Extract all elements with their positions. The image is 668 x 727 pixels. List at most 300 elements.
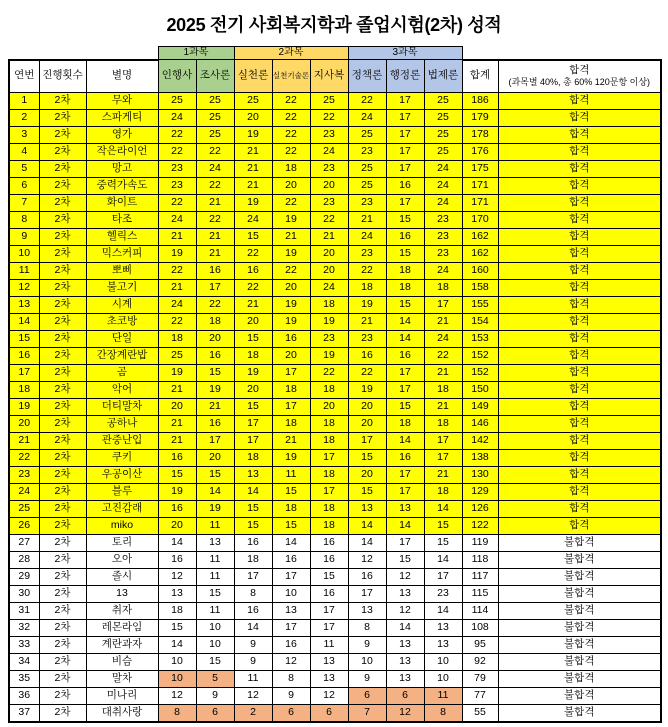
cell-score-silcheonron: 17 <box>234 432 272 449</box>
table-row <box>9 602 661 619</box>
cell-score-haengjeongron: 17 <box>386 534 424 551</box>
cell-score-josaron: 11 <box>196 568 234 585</box>
cell-score-silcheonron: 16 <box>234 534 272 551</box>
cell-score-inhaengsa: 24 <box>158 211 196 228</box>
cell-score-inhaengsa: 14 <box>158 636 196 653</box>
column-header-row <box>9 60 661 93</box>
cell-score-inhaengsa: 16 <box>158 551 196 568</box>
cell-score-jeongchaekron: 21 <box>348 313 386 330</box>
cell-nickname: 중력가속도 <box>86 177 158 194</box>
cell-nickname: miko <box>86 517 158 534</box>
cell-nickname: 공하나 <box>86 415 158 432</box>
cell-nickname: 우공이산 <box>86 466 158 483</box>
col-header-no: 연번 <box>9 60 39 93</box>
cell-score-silcheonron: 12 <box>234 687 272 704</box>
cell-score-silcheonron: 20 <box>234 109 272 126</box>
cell-score-josaron: 9 <box>196 687 234 704</box>
cell-attempt: 2차 <box>39 568 86 585</box>
cell-score-silcheonron: 17 <box>234 415 272 432</box>
cell-score-jisabok: 20 <box>310 177 348 194</box>
cell-score-josaron: 10 <box>196 636 234 653</box>
cell-score-jeongchaekron: 24 <box>348 109 386 126</box>
col-header-attempt: 진행횟수 <box>39 60 86 93</box>
cell-score-haengjeongron: 13 <box>386 670 424 687</box>
cell-score-inhaengsa: 13 <box>158 585 196 602</box>
cell-result: 합격 <box>498 500 661 517</box>
cell-result: 합격 <box>498 160 661 177</box>
cell-score-beopjeron: 13 <box>424 636 462 653</box>
cell-score-haengjeongron: 16 <box>386 449 424 466</box>
cell-score-haengjeongron: 15 <box>386 398 424 415</box>
cell-score-josaron: 10 <box>196 619 234 636</box>
cell-attempt: 2차 <box>39 228 86 245</box>
cell-score-josaron: 21 <box>196 245 234 262</box>
cell-score-silcheongisulron: 18 <box>272 160 310 177</box>
cell-score-inhaengsa: 25 <box>158 347 196 364</box>
table-row <box>9 126 661 143</box>
table-row <box>9 245 661 262</box>
cell-result: 합격 <box>498 228 661 245</box>
cell-total: 92 <box>462 653 498 670</box>
cell-score-josaron: 25 <box>196 126 234 143</box>
cell-total: 115 <box>462 585 498 602</box>
cell-score-haengjeongron: 16 <box>386 177 424 194</box>
cell-score-jeongchaekron: 21 <box>348 211 386 228</box>
cell-score-haengjeongron: 17 <box>386 466 424 483</box>
table-row <box>9 483 661 500</box>
cell-total: 152 <box>462 364 498 381</box>
cell-score-josaron: 25 <box>196 92 234 109</box>
cell-total: 171 <box>462 194 498 211</box>
cell-score-beopjeron: 24 <box>424 160 462 177</box>
cell-score-josaron: 21 <box>196 194 234 211</box>
cell-score-jisabok: 23 <box>310 126 348 143</box>
cell-score-silcheonron: 8 <box>234 585 272 602</box>
cell-score-jeongchaekron: 20 <box>348 415 386 432</box>
cell-score-jeongchaekron: 17 <box>348 432 386 449</box>
cell-attempt: 2차 <box>39 687 86 704</box>
cell-no: 34 <box>9 653 39 670</box>
cell-score-beopjeron: 17 <box>424 432 462 449</box>
cell-no: 30 <box>9 585 39 602</box>
cell-score-beopjeron: 17 <box>424 449 462 466</box>
cell-score-jisabok: 18 <box>310 466 348 483</box>
cell-result: 불합격 <box>498 687 661 704</box>
cell-score-inhaengsa: 15 <box>158 466 196 483</box>
cell-result: 합격 <box>498 296 661 313</box>
cell-no: 23 <box>9 466 39 483</box>
cell-total: 160 <box>462 262 498 279</box>
cell-score-beopjeron: 21 <box>424 313 462 330</box>
cell-result: 합격 <box>498 143 661 160</box>
col-header-jeongchaekron: 정책론 <box>348 60 386 93</box>
cell-nickname: 취자 <box>86 602 158 619</box>
cell-score-josaron: 11 <box>196 602 234 619</box>
cell-score-josaron: 14 <box>196 483 234 500</box>
cell-score-haengjeongron: 15 <box>386 245 424 262</box>
exam-results-table <box>8 46 662 723</box>
cell-attempt: 2차 <box>39 398 86 415</box>
cell-score-beopjeron: 25 <box>424 126 462 143</box>
cell-attempt: 2차 <box>39 483 86 500</box>
cell-score-silcheonron: 14 <box>234 619 272 636</box>
cell-score-haengjeongron: 14 <box>386 619 424 636</box>
cell-attempt: 2차 <box>39 347 86 364</box>
cell-score-beopjeron: 11 <box>424 687 462 704</box>
table-row <box>9 653 661 670</box>
table-row <box>9 364 661 381</box>
cell-score-josaron: 20 <box>196 449 234 466</box>
cell-nickname: 오아 <box>86 551 158 568</box>
cell-nickname: 더티말차 <box>86 398 158 415</box>
table-row <box>9 517 661 534</box>
cell-score-inhaengsa: 21 <box>158 279 196 296</box>
cell-result: 합격 <box>498 432 661 449</box>
cell-attempt: 2차 <box>39 466 86 483</box>
cell-nickname: 무와 <box>86 92 158 109</box>
col-header-silcheonron: 실천론 <box>234 60 272 93</box>
table-row <box>9 228 661 245</box>
cell-score-jeongchaekron: 23 <box>348 194 386 211</box>
cell-attempt: 2차 <box>39 262 86 279</box>
cell-score-silcheongisulron: 22 <box>272 92 310 109</box>
cell-total: 154 <box>462 313 498 330</box>
cell-score-jisabok: 19 <box>310 347 348 364</box>
cell-score-haengjeongron: 12 <box>386 602 424 619</box>
cell-attempt: 2차 <box>39 619 86 636</box>
cell-result: 합격 <box>498 449 661 466</box>
cell-score-haengjeongron: 13 <box>386 500 424 517</box>
cell-attempt: 2차 <box>39 653 86 670</box>
col-header-total: 합계 <box>462 60 498 93</box>
cell-nickname: 블루 <box>86 483 158 500</box>
table-row <box>9 449 661 466</box>
cell-score-jeongchaekron: 24 <box>348 228 386 245</box>
group-header-subject2: 2과목 <box>234 47 348 60</box>
col-header-jisabok: 지사복 <box>310 60 348 93</box>
cell-nickname: 고진감래 <box>86 500 158 517</box>
cell-result: 합격 <box>498 262 661 279</box>
cell-score-silcheongisulron: 12 <box>272 653 310 670</box>
cell-result: 합격 <box>498 381 661 398</box>
cell-score-beopjeron: 23 <box>424 245 462 262</box>
cell-no: 29 <box>9 568 39 585</box>
cell-score-beopjeron: 10 <box>424 653 462 670</box>
cell-score-jisabok: 18 <box>310 432 348 449</box>
cell-score-jeongchaekron: 15 <box>348 449 386 466</box>
cell-score-jeongchaekron: 7 <box>348 704 386 722</box>
cell-total: 171 <box>462 177 498 194</box>
cell-score-inhaengsa: 10 <box>158 670 196 687</box>
cell-score-inhaengsa: 25 <box>158 92 196 109</box>
table-row <box>9 500 661 517</box>
cell-score-josaron: 15 <box>196 585 234 602</box>
cell-score-haengjeongron: 14 <box>386 517 424 534</box>
cell-score-beopjeron: 15 <box>424 517 462 534</box>
cell-score-inhaengsa: 22 <box>158 143 196 160</box>
cell-score-josaron: 17 <box>196 432 234 449</box>
cell-score-inhaengsa: 19 <box>158 364 196 381</box>
cell-score-jisabok: 20 <box>310 398 348 415</box>
cell-score-silcheongisulron: 18 <box>272 500 310 517</box>
cell-total: 176 <box>462 143 498 160</box>
cell-no: 28 <box>9 551 39 568</box>
cell-score-silcheonron: 20 <box>234 313 272 330</box>
cell-result: 합격 <box>498 109 661 126</box>
table-row <box>9 160 661 177</box>
cell-no: 3 <box>9 126 39 143</box>
cell-score-silcheongisulron: 20 <box>272 279 310 296</box>
cell-score-beopjeron: 17 <box>424 568 462 585</box>
cell-nickname: 헬릭스 <box>86 228 158 245</box>
table-row <box>9 551 661 568</box>
col-header-nickname: 별명 <box>86 60 158 93</box>
cell-no: 24 <box>9 483 39 500</box>
cell-score-jisabok: 13 <box>310 653 348 670</box>
cell-score-inhaengsa: 22 <box>158 194 196 211</box>
cell-result: 불합격 <box>498 568 661 585</box>
group-header-spacer-left <box>9 47 158 60</box>
cell-attempt: 2차 <box>39 602 86 619</box>
cell-score-jisabok: 22 <box>310 364 348 381</box>
table-row <box>9 619 661 636</box>
cell-score-silcheongisulron: 19 <box>272 449 310 466</box>
cell-total: 152 <box>462 347 498 364</box>
cell-no: 7 <box>9 194 39 211</box>
table-row <box>9 585 661 602</box>
cell-score-jisabok: 20 <box>310 262 348 279</box>
cell-score-josaron: 19 <box>196 500 234 517</box>
table-row <box>9 415 661 432</box>
cell-score-silcheonron: 21 <box>234 296 272 313</box>
cell-attempt: 2차 <box>39 296 86 313</box>
group-header-subject1: 1과목 <box>158 47 234 60</box>
cell-attempt: 2차 <box>39 415 86 432</box>
cell-result: 합격 <box>498 364 661 381</box>
cell-score-jisabok: 17 <box>310 619 348 636</box>
cell-no: 31 <box>9 602 39 619</box>
cell-result: 불합격 <box>498 534 661 551</box>
cell-attempt: 2차 <box>39 194 86 211</box>
cell-result: 불합격 <box>498 619 661 636</box>
cell-attempt: 2차 <box>39 143 86 160</box>
cell-total: 122 <box>462 517 498 534</box>
cell-score-silcheonron: 22 <box>234 279 272 296</box>
cell-score-haengjeongron: 13 <box>386 585 424 602</box>
cell-score-jeongchaekron: 23 <box>348 143 386 160</box>
cell-total: 79 <box>462 670 498 687</box>
cell-score-jisabok: 21 <box>310 228 348 245</box>
cell-nickname: 대취사랑 <box>86 704 158 722</box>
cell-no: 8 <box>9 211 39 228</box>
cell-score-beopjeron: 23 <box>424 211 462 228</box>
cell-score-silcheongisulron: 22 <box>272 109 310 126</box>
cell-score-beopjeron: 18 <box>424 279 462 296</box>
cell-total: 155 <box>462 296 498 313</box>
cell-no: 2 <box>9 109 39 126</box>
cell-result: 합격 <box>498 279 661 296</box>
cell-nickname: 토리 <box>86 534 158 551</box>
cell-score-beopjeron: 10 <box>424 670 462 687</box>
page-title: 2025 전기 사회복지학과 졸업시험(2차) 성적 <box>166 15 502 35</box>
cell-score-beopjeron: 24 <box>424 330 462 347</box>
cell-result: 합격 <box>498 177 661 194</box>
cell-score-beopjeron: 24 <box>424 262 462 279</box>
cell-total: 138 <box>462 449 498 466</box>
cell-total: 150 <box>462 381 498 398</box>
cell-score-jeongchaekron: 18 <box>348 279 386 296</box>
cell-score-beopjeron: 18 <box>424 381 462 398</box>
cell-score-silcheongisulron: 19 <box>272 296 310 313</box>
cell-result: 합격 <box>498 313 661 330</box>
cell-nickname: 졸시 <box>86 568 158 585</box>
cell-result: 합격 <box>498 483 661 500</box>
cell-attempt: 2차 <box>39 670 86 687</box>
cell-total: 179 <box>462 109 498 126</box>
cell-score-haengjeongron: 14 <box>386 313 424 330</box>
cell-score-jisabok: 18 <box>310 500 348 517</box>
cell-score-haengjeongron: 15 <box>386 551 424 568</box>
cell-score-josaron: 19 <box>196 381 234 398</box>
cell-score-jisabok: 16 <box>310 534 348 551</box>
cell-score-jisabok: 17 <box>310 602 348 619</box>
cell-total: 118 <box>462 551 498 568</box>
cell-score-beopjeron: 18 <box>424 415 462 432</box>
cell-no: 20 <box>9 415 39 432</box>
cell-result: 합격 <box>498 211 661 228</box>
cell-attempt: 2차 <box>39 330 86 347</box>
cell-attempt: 2차 <box>39 364 86 381</box>
cell-total: 117 <box>462 568 498 585</box>
cell-no: 16 <box>9 347 39 364</box>
cell-score-silcheongisulron: 22 <box>272 126 310 143</box>
cell-total: 162 <box>462 245 498 262</box>
cell-score-jisabok: 23 <box>310 330 348 347</box>
cell-score-inhaengsa: 14 <box>158 534 196 551</box>
cell-attempt: 2차 <box>39 313 86 330</box>
cell-score-silcheonron: 15 <box>234 500 272 517</box>
table-row <box>9 670 661 687</box>
cell-score-inhaengsa: 22 <box>158 126 196 143</box>
cell-nickname: 뽀삐 <box>86 262 158 279</box>
cell-score-inhaengsa: 21 <box>158 228 196 245</box>
group-header-subject3: 3과목 <box>348 47 462 60</box>
cell-score-josaron: 22 <box>196 143 234 160</box>
cell-score-jisabok: 18 <box>310 381 348 398</box>
cell-total: 55 <box>462 704 498 722</box>
cell-score-haengjeongron: 17 <box>386 160 424 177</box>
cell-score-beopjeron: 24 <box>424 194 462 211</box>
cell-score-silcheonron: 18 <box>234 551 272 568</box>
cell-score-silcheongisulron: 17 <box>272 398 310 415</box>
cell-score-haengjeongron: 17 <box>386 109 424 126</box>
cell-result: 불합격 <box>498 653 661 670</box>
cell-score-inhaengsa: 24 <box>158 109 196 126</box>
cell-score-inhaengsa: 18 <box>158 330 196 347</box>
cell-score-silcheonron: 15 <box>234 517 272 534</box>
table-row <box>9 534 661 551</box>
cell-result: 불합격 <box>498 670 661 687</box>
cell-score-silcheongisulron: 8 <box>272 670 310 687</box>
cell-score-inhaengsa: 22 <box>158 262 196 279</box>
cell-score-jisabok: 25 <box>310 92 348 109</box>
cell-attempt: 2차 <box>39 636 86 653</box>
table-row <box>9 109 661 126</box>
cell-score-jisabok: 6 <box>310 704 348 722</box>
cell-total: 108 <box>462 619 498 636</box>
table-row <box>9 313 661 330</box>
cell-attempt: 2차 <box>39 177 86 194</box>
cell-score-jisabok: 23 <box>310 194 348 211</box>
table-row <box>9 466 661 483</box>
cell-score-haengjeongron: 16 <box>386 228 424 245</box>
cell-score-jisabok: 19 <box>310 313 348 330</box>
cell-score-silcheongisulron: 22 <box>272 194 310 211</box>
cell-score-beopjeron: 22 <box>424 347 462 364</box>
cell-score-beopjeron: 8 <box>424 704 462 722</box>
cell-no: 33 <box>9 636 39 653</box>
cell-score-jisabok: 18 <box>310 517 348 534</box>
cell-score-beopjeron: 25 <box>424 92 462 109</box>
cell-nickname: 쿠키 <box>86 449 158 466</box>
cell-score-josaron: 22 <box>196 296 234 313</box>
cell-score-silcheonron: 18 <box>234 449 272 466</box>
cell-attempt: 2차 <box>39 381 86 398</box>
cell-score-silcheongisulron: 15 <box>272 483 310 500</box>
cell-score-josaron: 13 <box>196 534 234 551</box>
cell-score-haengjeongron: 14 <box>386 330 424 347</box>
cell-no: 32 <box>9 619 39 636</box>
cell-nickname: 악어 <box>86 381 158 398</box>
results-tbody <box>9 92 661 722</box>
cell-score-haengjeongron: 15 <box>386 211 424 228</box>
cell-score-haengjeongron: 17 <box>386 483 424 500</box>
cell-no: 19 <box>9 398 39 415</box>
cell-score-jisabok: 11 <box>310 636 348 653</box>
cell-total: 119 <box>462 534 498 551</box>
cell-score-silcheonron: 9 <box>234 653 272 670</box>
cell-total: 158 <box>462 279 498 296</box>
cell-score-silcheonron: 21 <box>234 143 272 160</box>
col-header-inhaengsa: 인행사 <box>158 60 196 93</box>
cell-no: 22 <box>9 449 39 466</box>
cell-score-silcheongisulron: 17 <box>272 568 310 585</box>
cell-attempt: 2차 <box>39 109 86 126</box>
cell-score-josaron: 15 <box>196 653 234 670</box>
cell-nickname: 레몬라임 <box>86 619 158 636</box>
col-header-result <box>498 60 661 93</box>
cell-nickname: 비슴 <box>86 653 158 670</box>
cell-attempt: 2차 <box>39 126 86 143</box>
cell-result: 합격 <box>498 92 661 109</box>
cell-nickname: 13 <box>86 585 158 602</box>
cell-score-inhaengsa: 23 <box>158 160 196 177</box>
cell-score-jeongchaekron: 16 <box>348 568 386 585</box>
cell-score-josaron: 11 <box>196 551 234 568</box>
table-row <box>9 687 661 704</box>
cell-score-haengjeongron: 6 <box>386 687 424 704</box>
cell-score-silcheonron: 17 <box>234 568 272 585</box>
cell-score-josaron: 15 <box>196 466 234 483</box>
cell-attempt: 2차 <box>39 245 86 262</box>
cell-score-inhaengsa: 23 <box>158 177 196 194</box>
cell-score-haengjeongron: 17 <box>386 364 424 381</box>
cell-score-beopjeron: 14 <box>424 500 462 517</box>
cell-total: 146 <box>462 415 498 432</box>
cell-score-beopjeron: 25 <box>424 143 462 160</box>
cell-attempt: 2차 <box>39 211 86 228</box>
cell-score-beopjeron: 18 <box>424 483 462 500</box>
